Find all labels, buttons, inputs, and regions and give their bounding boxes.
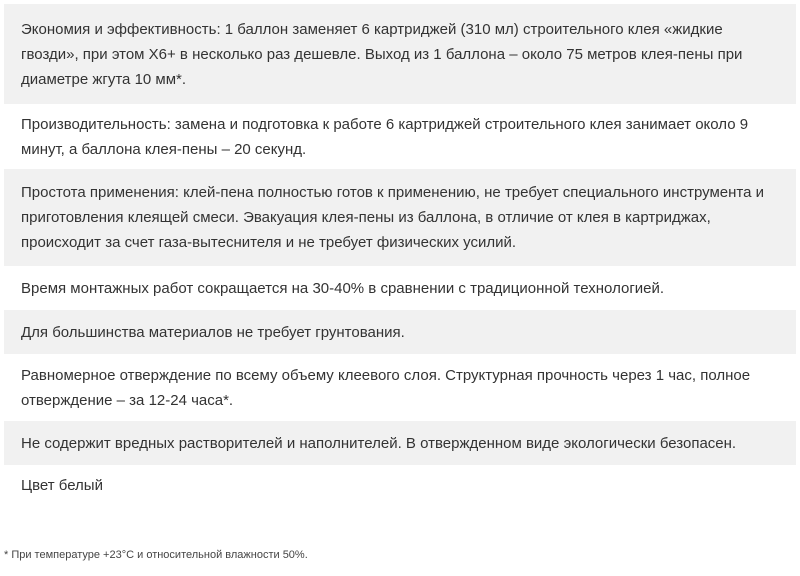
feature-color xyxy=(4,465,796,505)
feature-curing xyxy=(4,354,796,421)
feature-text: Производительность: замена и подготовка к работе 6 картриджей строительного клея занимает около 9 минут, а баллона клея-пены – 20 секунд. xyxy=(21,115,749,158)
feature-productivity xyxy=(4,104,796,169)
feature-simplicity xyxy=(4,169,796,266)
feature-text: Для большинства материалов не требует грунтования. xyxy=(21,323,405,341)
feature-text: Простота применения: клей-пена полностью готов к применению, не требует специального инструмента и приготовления клеящей смеси. Эвакуация клея-пены из баллона, в отличие от клея в картриджах, происходит за счет газа-вытеснителя и не требует физических усилий. xyxy=(21,184,764,251)
feature-no-primer xyxy=(4,310,796,354)
feature-text: Цвет белый xyxy=(21,476,103,494)
features-list xyxy=(4,4,796,505)
feature-text: Экономия и эффективность: 1 баллон заменяет 6 картриджей (310 мл) строительного клея «жидкие гвозди», при этом Х6+ в несколько раз дешевле. Выход из 1 баллона – около 75 метров клея-пены при диаметре жгута 10 мм*. xyxy=(21,20,743,88)
feature-eco xyxy=(4,421,796,465)
feature-text: Не содержит вредных растворителей и наполнителей. В отвержденном виде экологически безопасен. xyxy=(21,434,737,452)
footnote: * При температуре +23°С и относительной влажности 50%. xyxy=(4,549,308,561)
feature-mounting-time xyxy=(4,266,796,310)
feature-economy xyxy=(4,4,796,104)
feature-text: Время монтажных работ сокращается на 30-40% в сравнении с традиционной технологией. xyxy=(21,279,665,297)
feature-text: Равномерное отверждение по всему объему клеевого слоя. Структурная прочность через 1 час, полное отверждение – за 12-24 часа*. xyxy=(21,366,751,409)
